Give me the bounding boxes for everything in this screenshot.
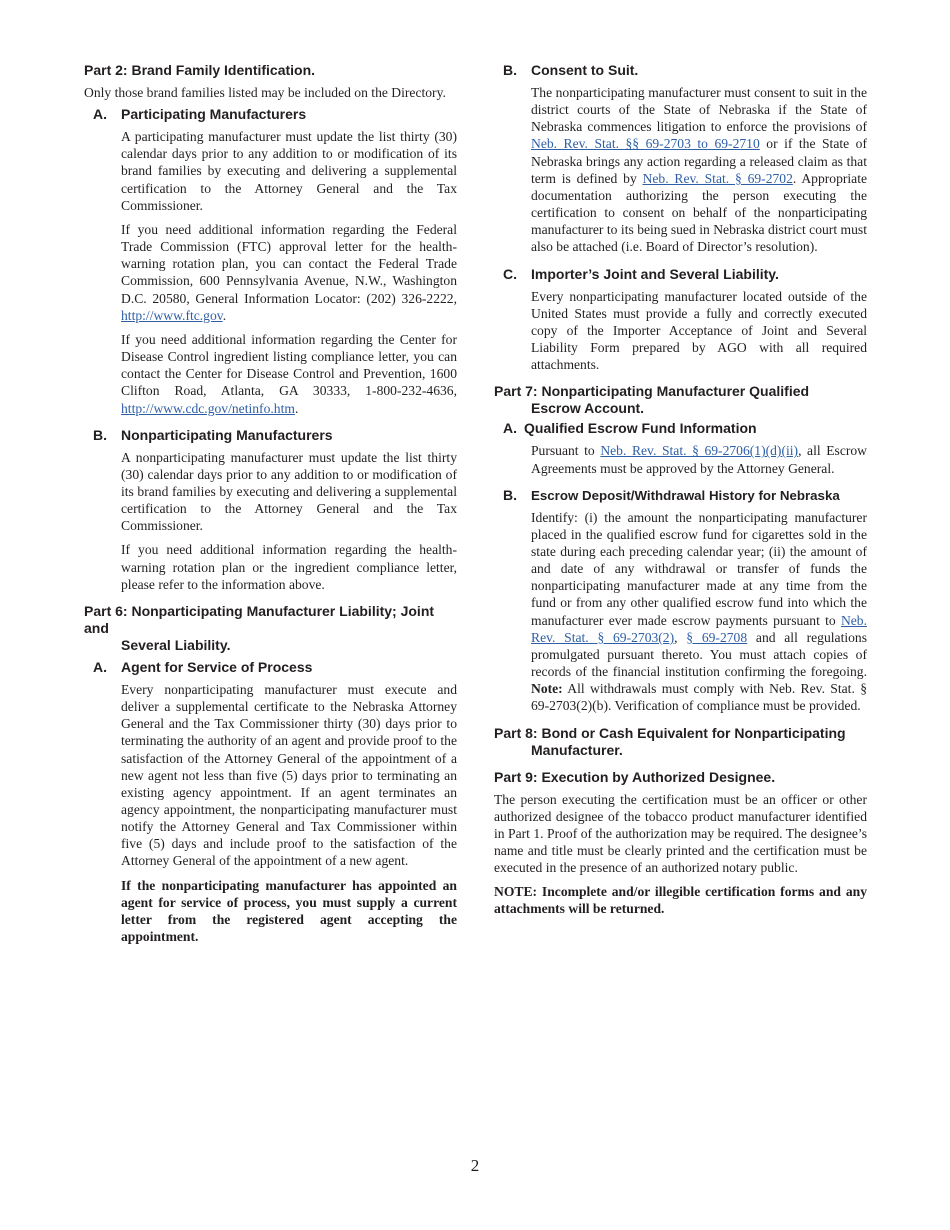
part6-a-paragraph-2: If the nonparticipating manufacturer has appointed an agent for service of process, you must supply a current letter from the registered agent accepting the appointment. (121, 877, 457, 945)
section-title: Consent to Suit. (531, 62, 639, 78)
part9-note: NOTE: Incomplete and/or illegible certification forms and any attachments will be returned. (494, 884, 867, 917)
page-number: 2 (470, 1156, 480, 1175)
part2-b-paragraph-1: A nonparticipating manufacturer must update the list thirty (30) calendar days prior to any addition to or modification of its brand families by executing and delivering a supplemental certification to the Attorney General and the Tax Commissioner. (121, 449, 457, 534)
statute-link-69-2702[interactable]: Neb. Rev. Stat. § 69-2702 (642, 170, 793, 186)
section-letter: A. (93, 658, 107, 675)
part9-paragraph: The person executing the certification must be an officer or other authorized designee of the tobacco product manufacturer identified in Part 1. Proof of the authorization may be required. The designee’s name and title must be clearly printed and the certification must be executed in the presence of an authorized notary public. (494, 791, 867, 876)
part6-section-b-heading (494, 62, 867, 79)
part6-b-paragraph: The nonparticipating manufacturer must consent to suit in the district courts of the State of Nebraska if the State of Nebraska commences litigation to enforce the provisions of Neb. Rev. Stat. §§ 69-2703 to 69-2710 or if the State of Nebraska brings any action regarding a released claim as that term is defined by Neb. Rev. Stat. § 69-2702. Appropriate documentation authorizing the person executing the certification to consent on behalf of the nonparticipating manufacturer to its being sued in Nebraska district court must also be attached (i.e. Board of Director’s resolution). (531, 85, 868, 255)
section-letter: B. (503, 486, 517, 503)
section-title: Escrow Deposit/Withdrawal History for Nebraska (531, 487, 840, 503)
part2-section-b-heading (84, 427, 457, 444)
part7-section-a-heading (494, 420, 867, 437)
statute-link-69-2703-2[interactable]: Neb. Rev. Stat. § 69-2703(2) (531, 612, 867, 645)
section-letter: B. (93, 426, 107, 443)
left-column (84, 62, 457, 945)
statute-link-69-2708[interactable]: § 69-2708 (686, 629, 748, 645)
part7-b-paragraph: Identify: (i) the amount the nonparticipating manufacturer placed in the qualified escrow fund for cigarettes sold in the state during each preceding calendar year; (ii) the amount of and date of any withdrawal or transfer of funds the nonparticipating manufacturer made at any time from the fund or from any other qualified escrow fund into which the manufacturer ever made escrow payments pursuant to Neb. Rev. Stat. § 69-2703(2), § 69-2708 and all regulations promulgated pursuant thereto. You must attach copies of records of the financial institution confirming the foregoing. Note: All withdrawals must comply with Neb. Rev. Stat. § 69-2703(2)(b). Verification of compliance must be provided. (531, 509, 868, 714)
part6-c-paragraph: Every nonparticipating manufacturer located outside of the United States must provide a fully and correctly executed copy of the Importer Acceptance of Joint and Several Liability Form prepared by AGO with all required attachments. (531, 288, 867, 373)
part2-a-paragraph-3: If you need additional information regarding the Center for Disease Control ingredient listing compliance letter, you can contact the Center for Disease Control and Prevention, 1600 Clifton Road, Atlanta, GA 30333, 1-800-232-4636, http://www.cdc.gov/netinfo.htm. (121, 331, 457, 416)
section-title: Agent for Service of Process (121, 658, 313, 675)
section-letter: B. (503, 62, 517, 78)
section-title: Qualified Escrow Fund Information (524, 420, 757, 437)
part7-heading: Part 7: Nonparticipating Manufacturer Qualified Escrow Account. (494, 383, 810, 417)
section-letter: C. (503, 265, 517, 282)
section-title: Importer’s Joint and Several Liability. (531, 265, 779, 282)
right-column (494, 62, 867, 918)
part6-section-c-heading (494, 266, 867, 283)
ftc-link[interactable]: http://www.ftc.gov (121, 307, 223, 323)
statute-link-69-2706[interactable]: Neb. Rev. Stat. § 69-2706(1)(d)(ii) (600, 443, 799, 459)
part9-heading: Part 9: Execution by Authorized Designee. (494, 768, 776, 785)
section-letter: A. (503, 420, 517, 437)
part8-heading: Part 8: Bond or Cash Equivalent for Nonparticipating Manufacturer. (494, 724, 846, 758)
section-title: Participating Manufacturers (121, 106, 307, 123)
part2-a-paragraph-2: If you need additional information regarding the Federal Trade Commission (FTC) approval letter for the health-warning rotation plan, you can contact the Federal Trade Commission, 600 Pennsylvania Avenue, N.W., Washington D.C. 20580, General Information Locator: (202) 326-2222, http://www.ftc.gov. (121, 221, 457, 323)
part2-heading: Part 2: Brand Family Identification. (84, 62, 316, 78)
statute-link-69-2703-2710[interactable]: Neb. Rev. Stat. §§ 69-2703 to 69-2710 (531, 136, 760, 152)
section-title: Nonparticipating Manufacturers (121, 426, 333, 443)
part7-a-paragraph: Pursuant to Neb. Rev. Stat. § 69-2706(1)(d)(ii), all Escrow Agreements must be approved by the Attorney General. (531, 443, 867, 476)
part7-section-b-heading (494, 487, 867, 504)
part6-section-a-heading (84, 659, 457, 676)
part6-a-paragraph-1: Every nonparticipating manufacturer must execute and deliver a supplemental certificate to the Nebraska Attorney General and the Tax Commissioner thirty (30) days prior to terminating the authority of an agent and provide proof to the satisfaction of the Attorney General of the appointment of a new agent not less than five (5) days prior to terminating an existing agency appointment. If an agent terminates an agency appointment, the nonparticipating manufacturer must notify the Attorney General and Tax Commissioner within five (5) days and include proof to the satisfaction of the Attorney General of the appointment of a new agent. (121, 681, 457, 869)
part2-intro: Only those brand families listed may be included on the Directory. (84, 85, 446, 100)
part2-a-paragraph-1: A participating manufacturer must update the list thirty (30) calendar days prior to any addition to or modification of its brand families by executing and delivering a supplemental certification to the Attorney General and the Tax Commissioner. (121, 129, 457, 213)
cdc-link[interactable]: http://www.cdc.gov/netinfo.htm (121, 400, 295, 416)
part2-section-a-heading (84, 106, 457, 123)
part6-heading: Part 6: Nonparticipating Manufacturer Liability; Joint and Several Liability. (84, 602, 435, 653)
section-letter: A. (93, 106, 107, 123)
part2-b-paragraph-2: If you need additional information regarding the health-warning rotation plan or the ingredient compliance letter, please refer to the information above. (121, 542, 457, 592)
